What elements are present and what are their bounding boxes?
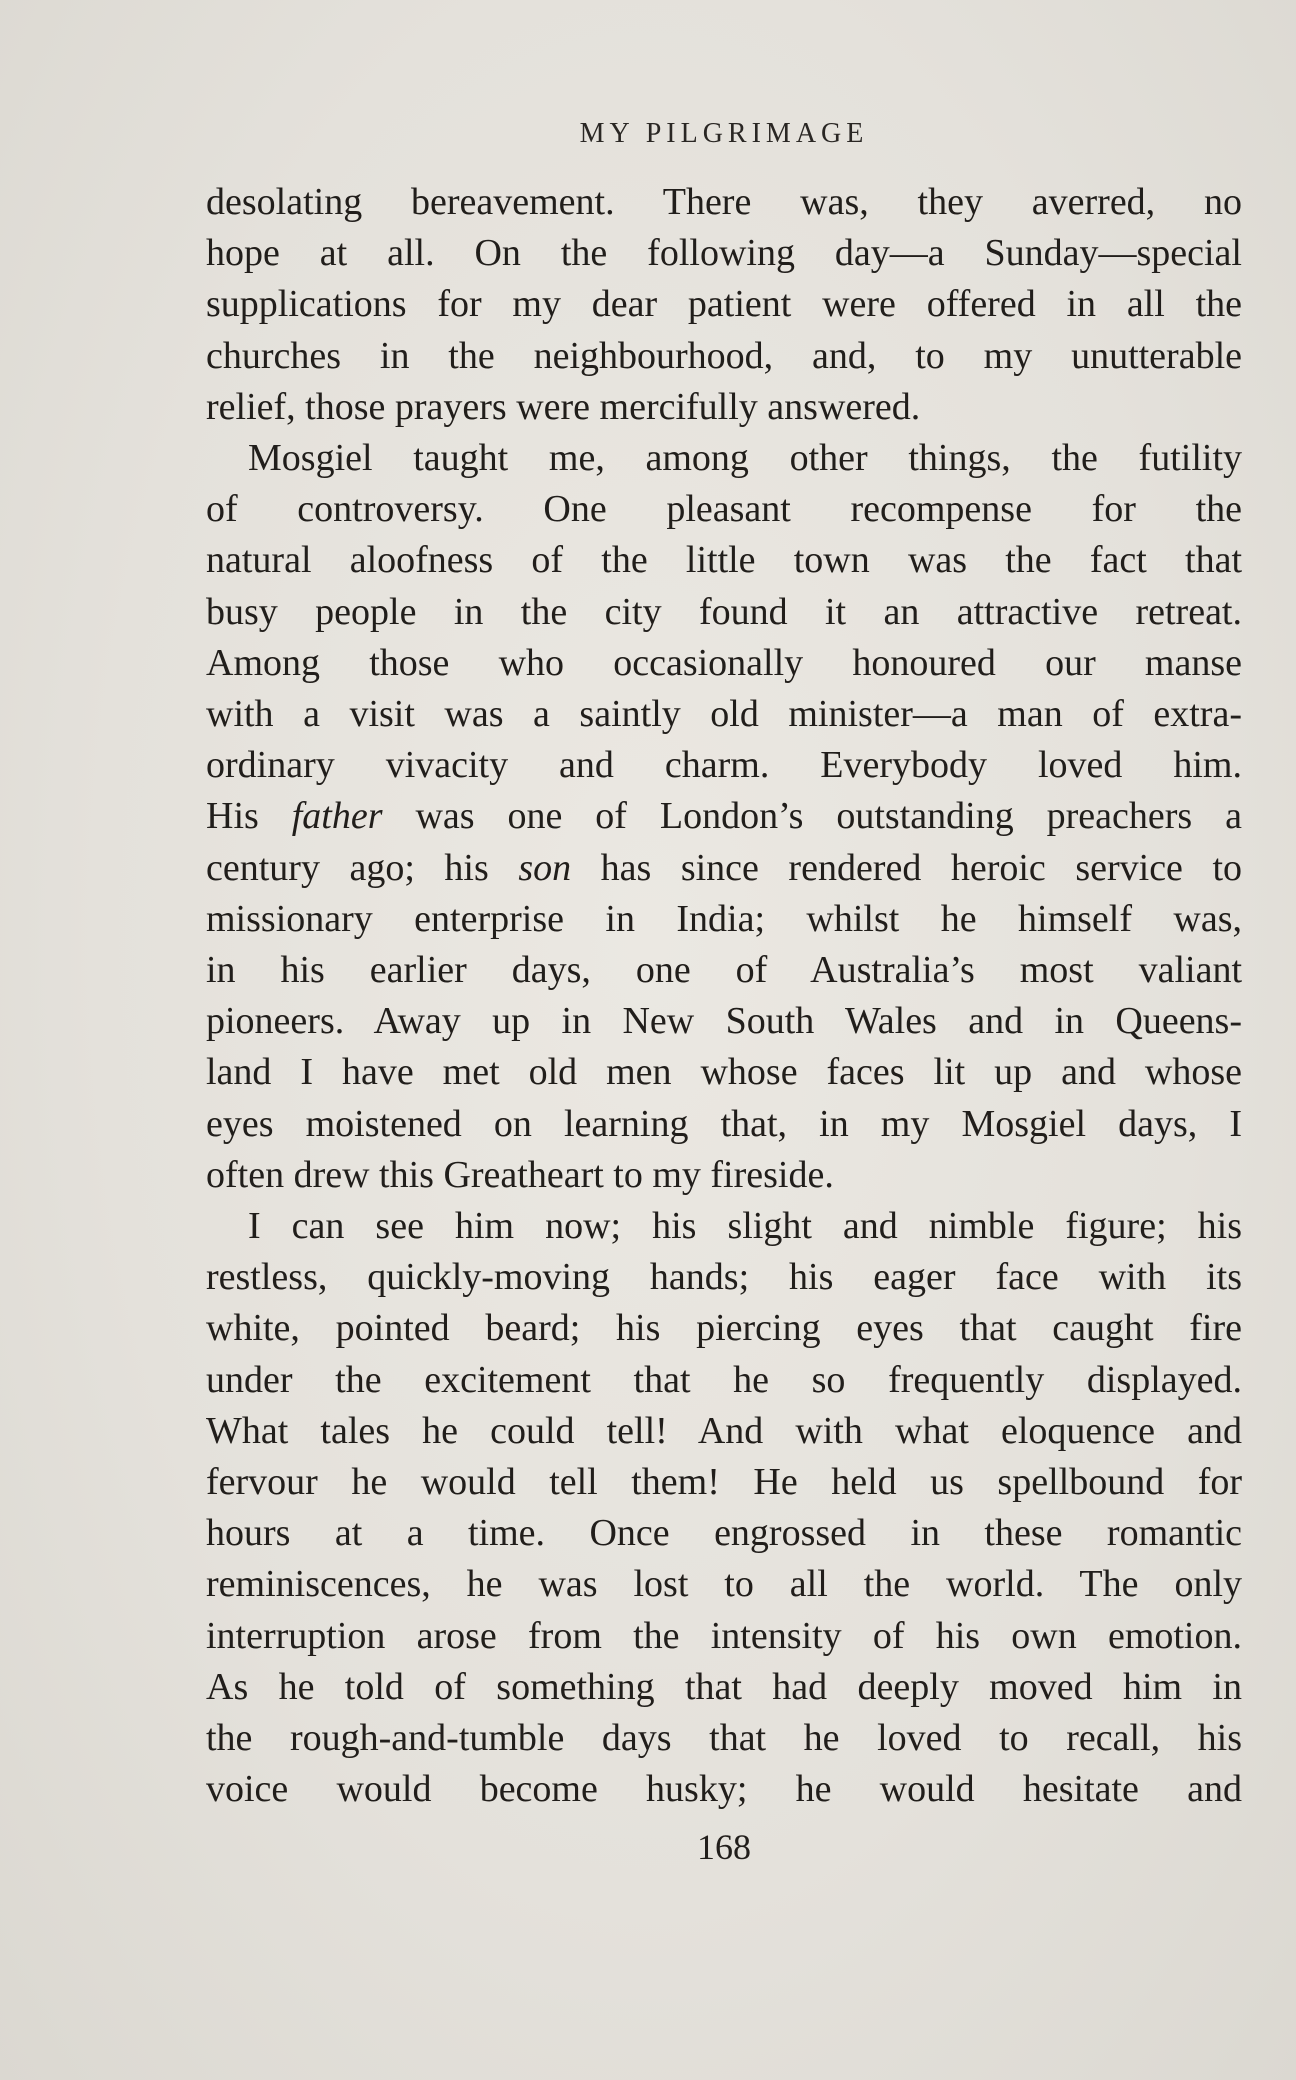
text-line: natural aloofness of the little town was the fact that (206, 539, 1242, 582)
text-line: restless, quickly-moving hands; his eager face with its (206, 1256, 1242, 1299)
text-fragment: century ago; his (206, 846, 489, 889)
text-line: reminiscences, he was lost to all the world. The only (206, 1563, 1242, 1606)
text-line: Mosgiel taught me, among other things, the futility (248, 437, 1242, 480)
text-line: ordinary vivacity and charm. Everybody loved him. (206, 744, 1242, 787)
text-line: relief, those prayers were mercifully answered. (206, 385, 921, 428)
text-line: hours at a time. Once engrossed in these romantic (206, 1512, 1242, 1555)
text-line-with-italic (206, 791, 1242, 842)
text-line: often drew this Greatheart to my fireside. (206, 1153, 834, 1196)
text-line: white, pointed beard; his piercing eyes that caught fire (206, 1307, 1242, 1350)
italic-word: son (518, 846, 572, 889)
text-line: Among those who occasionally honoured our manse (206, 641, 1242, 684)
text-line: busy people in the city found it an attractive retreat. (206, 590, 1242, 633)
text-line: desolating bereavement. There was, they averred, no (206, 181, 1242, 223)
text-line-with-italic (206, 843, 1242, 894)
paragraph-1 (206, 177, 1242, 433)
text-line: hope at all. On the following day—a Sunday—special (206, 232, 1242, 275)
page-number: 168 (697, 1827, 751, 1867)
text-line: churches in the neighbourhood, and, to my unutterable (206, 334, 1242, 377)
text-line: of controversy. One pleasant recompense for the (206, 488, 1242, 531)
text-line: What tales he could tell! And with what eloquence and (206, 1409, 1242, 1452)
text-line: interruption arose from the intensity of his own emotion. (206, 1614, 1242, 1657)
running-head: MY PILGRIMAGE (579, 118, 869, 149)
text-line: I can see him now; his slight and nimble figure; his (248, 1205, 1242, 1248)
text-line: fervour he would tell them! He held us spellbound for (206, 1461, 1242, 1504)
text-line: under the excitement that he so frequently displayed. (206, 1358, 1242, 1401)
text-line: the rough-and-tumble days that he loved to recall, his (206, 1717, 1242, 1760)
text-line: voice would become husky; he would hesitate and (206, 1768, 1242, 1811)
text-fragment: has since rendered heroic service to (600, 846, 1243, 889)
text-line: eyes moistened on learning that, in my Mosgiel days, I (206, 1102, 1242, 1145)
text-line: supplications for my dear patient were offered in all the (206, 283, 1242, 326)
text-line: missionary enterprise in India; whilst he himself was, (206, 897, 1242, 940)
text-line: As he told of something that had deeply moved him in (206, 1665, 1242, 1708)
italic-word: father (291, 795, 383, 838)
paragraph-3 (206, 1201, 1242, 1815)
text-fragment: His (206, 795, 259, 838)
body-text (206, 177, 1242, 1816)
text-line: pioneers. Away up in New South Wales and in Queens- (206, 1000, 1242, 1043)
text-fragment: was one of London’s outstanding preachers a (415, 795, 1242, 838)
text-line: land I have met old men whose faces lit up and whose (206, 1051, 1242, 1094)
text-line: with a visit was a saintly old minister—a man of extra- (206, 693, 1242, 736)
text-line: in his earlier days, one of Australia’s most valiant (206, 949, 1242, 992)
paragraph-2 (206, 433, 1242, 1201)
